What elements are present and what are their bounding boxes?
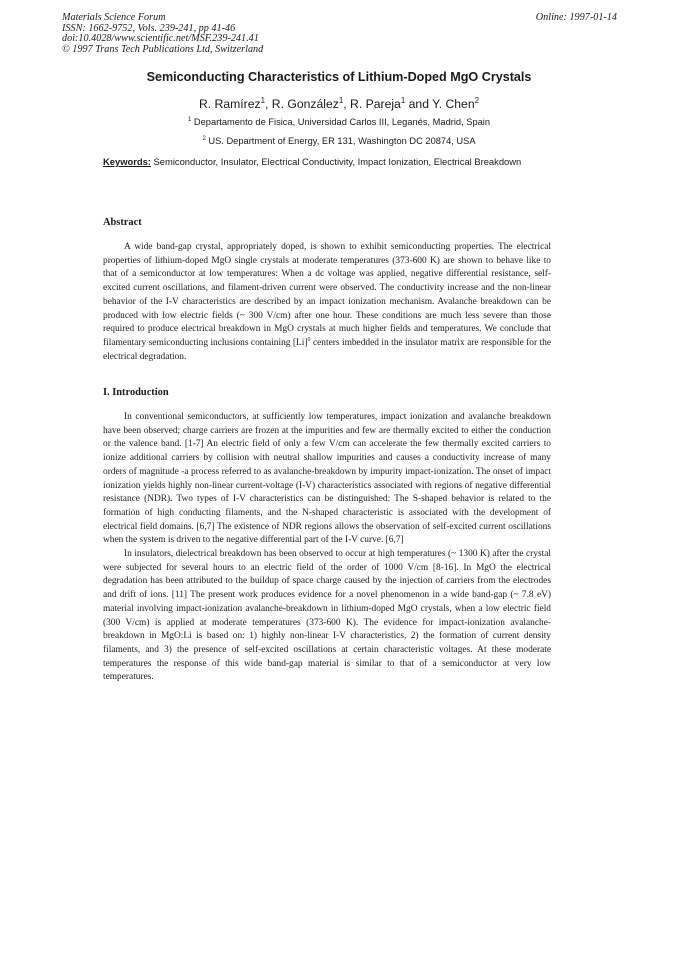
affiliation-1 xyxy=(0,117,678,127)
affiliation-mark: 1 xyxy=(400,95,406,105)
intro-paragraph: In conventional semiconductors, at sufficiently low temperatures, impact ionization and avalanche breakdown have been observed; charge carriers are frozen at the impurities and few are thermally excited to either the conduction or the valence band. [1-7] An electric field of only a few V/cm can accelerate the few thermally excited carriers to ionize additional carriers by collision with neutral shallow impurities and causes a conductivity increase of many orders of magnitude -a process referred to as avalanche-breakdown by impurity impact-ionization. The onset of impact ionization yields highly non-linear current-voltage (I-V) characteristics associated with regions of negative differential resistance (NDR). Two types of I-V characteristics can be distinguished: The S-shaped behavior is related to the formation of high conducting filaments, and the N-shaped characteristic is associated with the development of electrical field domains. [6,7] The existence of NDR regions allows the observation of self-excited current oscillations when the system is driven to the negative differential part of the I-V curve. [6,7] xyxy=(103,412,551,546)
copyright-line: © 1997 Trans Tech Publications Ltd, Switzerland xyxy=(62,43,264,55)
abstract-heading: Abstract xyxy=(103,217,142,228)
abstract-body xyxy=(103,241,551,364)
keywords-text: Semiconductor, Insulator, Electrical Conductivity, Impact Ionization, Electrical Breakdown xyxy=(153,156,522,167)
keywords-label: Keywords: xyxy=(103,156,151,167)
intro-paragraph: In insulators, dielectrical breakdown has been observed to occur at high temperatures (~ 1300 K) after the crystal were subjected for several hours to an electric field of the order of 1000 V/cm [8-16]. In MgO the electrical degradation has been attributed to the buildup of space charge caused by the injection of carriers from the electrodes and drift of ions. [11] The present work produces evidence for a novel phenomenon in a wide band-gap (~ 7.8 eV) material involving impact-ionization avalanche-breakdown in lithium-doped MgO crystals, when a low electric field (300 V/cm) is applied at moderate temperatures (373-600 K). The evidence for impact-ionization avalanche-breakdown in MgO:Li is based on: 1) highly non-linear I-V characteristics, 2) the formation of current density filaments, and 3) the presence of self-excited oscillations at certain characteristic voltages. At these moderate temperatures the response of this wide band-gap material is similar to that of a semiconductor at very low temperatures. xyxy=(103,549,551,683)
affiliation-mark: 1 xyxy=(260,95,265,105)
introduction-body xyxy=(103,411,551,685)
affiliation-mark: 1 xyxy=(338,95,344,105)
paper-title: Semiconducting Characteristics of Lithium-Doped MgO Crystals xyxy=(146,70,532,84)
affiliation-text: Departamento de Fisica, Universidad Carlos III, Leganés, Madrid, Spain xyxy=(193,117,491,127)
issn-line: ISSN: 1662-9752, Vols. 239-241, pp 41-46 xyxy=(62,22,236,34)
introduction-heading: I. Introduction xyxy=(103,387,169,398)
author-separator: , xyxy=(265,97,272,111)
keywords-block xyxy=(103,156,550,167)
author-name: Y. Chen xyxy=(432,97,475,111)
doi-line: doi:10.4028/www.scientific.net/MSF.239-241.41 xyxy=(62,33,259,45)
affiliation-text: US. Department of Energy, ER 131, Washington DC 20874, USA xyxy=(208,136,476,146)
affiliation-mark: 2 xyxy=(202,135,206,142)
author-list xyxy=(0,97,678,111)
author-name: R. González xyxy=(271,97,339,111)
affiliation-mark: 2 xyxy=(474,95,480,105)
abstract-text: A wide band-gap crystal, appropriately doped, is shown to exhibit semiconducting properties. The electrical properties of lithium-doped MgO single crystals at moderate temperatures (373-600 K) are shown to behave like to that of a semiconductor at low temperatures: When a dc voltage was applied, negative differential resistance, self-excited current oscillations, and filament-driven current were observed. The conductivity increase and the non-linear behavior of the I-V characteristics are described by an impact ionization mechanism. Avalanche breakdown can be produced with low electric fields (~ 300 V/cm) after one hour. These conditions are much less severe than those required to produce electrical breakdown in MgO crystals at much higher fields and temperatures. We conclude that filamentary semiconducting inclusions containing [Li] xyxy=(103,242,551,348)
author-separator: and xyxy=(405,97,433,111)
charge-superscript: 0 xyxy=(307,336,311,343)
author-separator: , xyxy=(343,97,351,111)
abstract-text-end: centers imbedded in the insulator matrix are responsible for the electrical degradation. xyxy=(103,337,551,362)
publication-metadata xyxy=(62,13,617,55)
journal-name: Materials Science Forum xyxy=(62,12,166,23)
online-date: Online: 1997-01-14 xyxy=(535,12,617,23)
author-name: R. Ramírez xyxy=(198,97,261,111)
affiliation-2 xyxy=(0,136,678,146)
affiliation-mark: 1 xyxy=(187,116,192,123)
author-name: R. Pareja xyxy=(350,97,401,111)
